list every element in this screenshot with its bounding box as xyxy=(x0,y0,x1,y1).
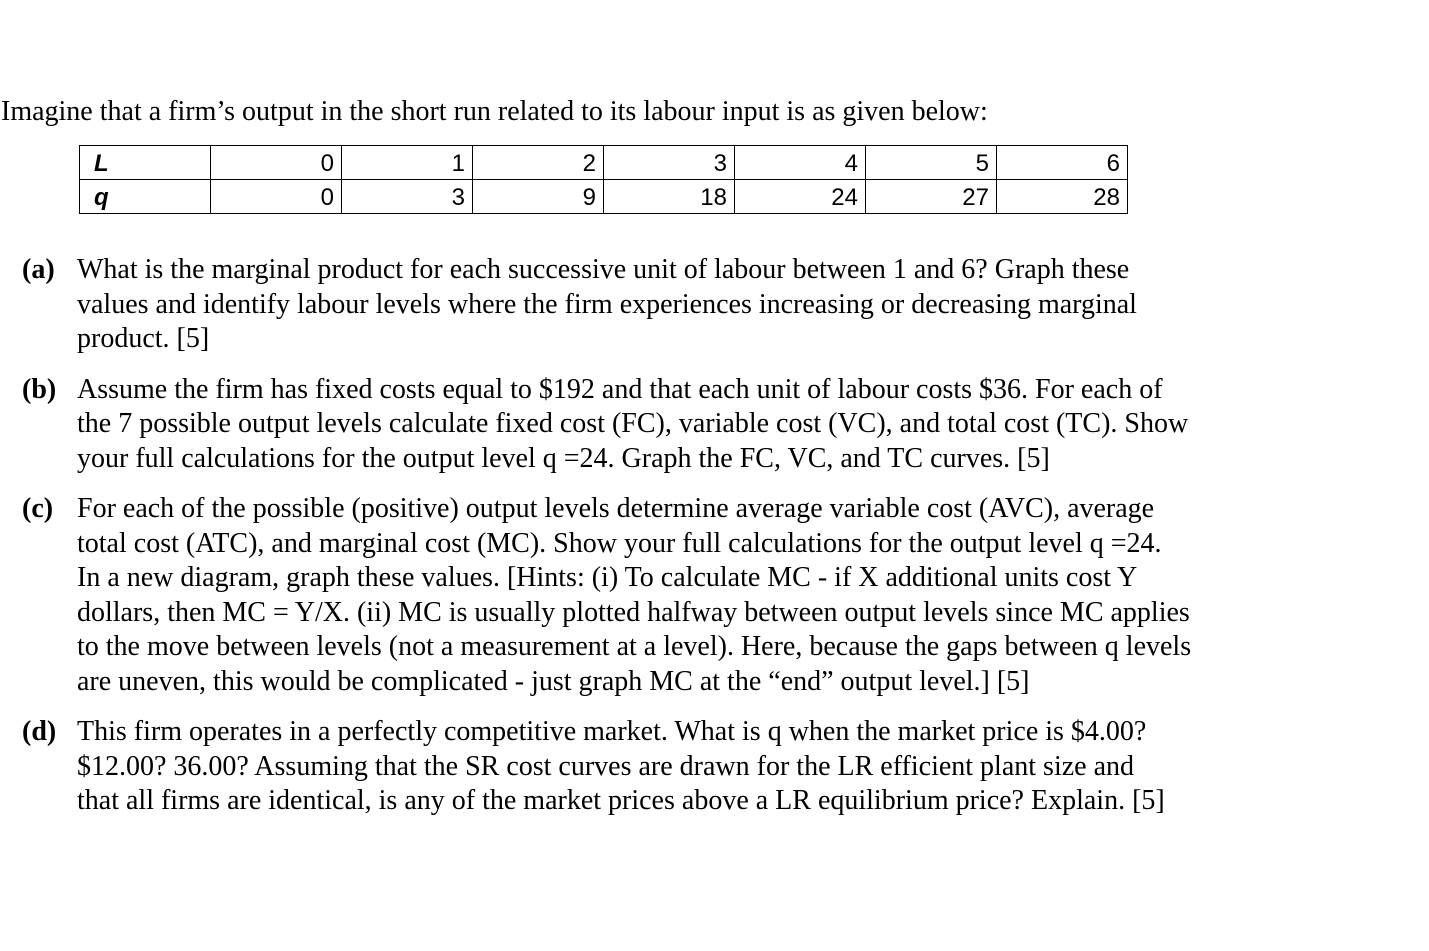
table-cell: 4 xyxy=(735,146,866,180)
question-c xyxy=(0,492,1300,699)
table-cell: 0 xyxy=(211,146,342,180)
table-cell: 3 xyxy=(604,146,735,180)
question-label: (a) xyxy=(22,254,55,285)
question-text: For each of the possible (positive) output levels determine average variable cost (AVC), average total cost (ATC), and marginal cost (MC). Show your full calculations for the output level q =24. In a new diagram, graph these values. [Hints: (i) To calculate MC - if X additional units cost Y dollars, then MC = Y/X. (ii) MC is usually plotted halfway between output levels since MC applies to the move between levels (not a measurement at a level). Here, because the gaps between q levels are uneven, this would be complicated - just graph MC at the “end” output level.] [5] xyxy=(77,493,1192,697)
table-cell: 3 xyxy=(342,180,473,214)
table-cell: 24 xyxy=(735,180,866,214)
table-cell: 27 xyxy=(866,180,997,214)
row-header-output: q xyxy=(80,180,211,214)
question-a xyxy=(0,253,1300,357)
question-b xyxy=(0,373,1300,477)
table-row-labour xyxy=(80,146,1128,180)
row-header-labour: L xyxy=(80,146,211,180)
table-cell: 6 xyxy=(997,146,1128,180)
question-label: (d) xyxy=(22,716,57,747)
intro-text: Imagine that a firm’s output in the short run related to its labour input is as given below: xyxy=(1,96,988,127)
question-label: (c) xyxy=(22,493,54,524)
question-d xyxy=(0,715,1300,819)
table-cell: 1 xyxy=(342,146,473,180)
table-row-output xyxy=(80,180,1128,214)
table-cell: 2 xyxy=(473,146,604,180)
table-cell: 18 xyxy=(604,180,735,214)
question-list xyxy=(0,253,1300,835)
table-cell: 0 xyxy=(211,180,342,214)
labour-output-table xyxy=(79,145,1128,214)
table-cell: 5 xyxy=(866,146,997,180)
question-text: Assume the firm has fixed costs equal to $192 and that each unit of labour costs $36. For each of the 7 possible output levels calculate fixed cost (FC), variable cost (VC), and total cost (TC). Show your full calculations for the output level q =24. Graph the FC, VC, and TC curves. [5] xyxy=(77,373,1189,474)
question-text: What is the marginal product for each successive unit of labour between 1 and 6? Graph these values and identify labour levels where the firm experiences increasing or decreasing marginal product. [5] xyxy=(77,254,1137,354)
table-cell: 28 xyxy=(997,180,1128,214)
question-text: This firm operates in a perfectly competitive market. What is q when the market price is $4.00? $12.00? 36.00? Assuming that the SR cost curves are drawn for the LR efficient plant size and that all firms are identical, is any of the market prices above a LR equilibrium price? Explain. [5] xyxy=(77,716,1165,816)
question-label: (b) xyxy=(22,373,57,405)
table-cell: 9 xyxy=(473,180,604,214)
